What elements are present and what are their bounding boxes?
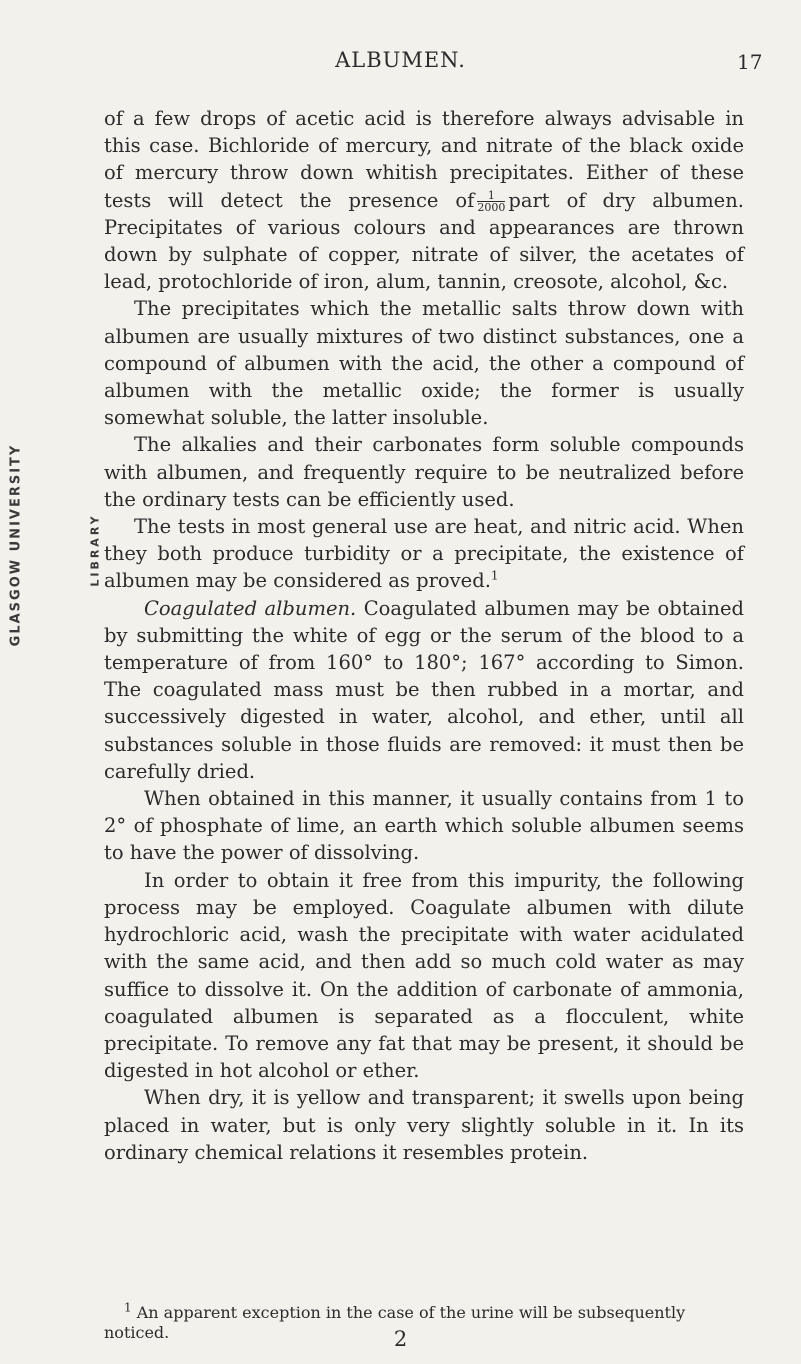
paragraph-6: When obtained in this manner, it usually contains from 1 to 2° of phosphate of lime, an earth which soluble albumen seems to have the power of dissolving.: [104, 787, 744, 865]
signature-mark: 2: [393, 1327, 408, 1351]
body-text: [104, 105, 744, 1166]
fraction-numerator: 1: [477, 190, 505, 202]
paragraph-7: In order to obtain it free from this impurity, the following process may be employed. Coagulate albumen with dilute hydrochloric acid, wash the precipitate with water acidulated with the same acid, and then add so much cold water as may suffice to dissolve it. On the addition of carbonate of ammonia, coagulated albumen is separated as a flocculent, white precipitate. To remove any fat that may be present, it should be digested in hot alcohol or ether.: [104, 868, 744, 1083]
footnote-reference: 1: [490, 568, 499, 583]
footnote-mark: 1: [124, 1300, 132, 1315]
stamp-inner-text: LIBRARY: [88, 513, 102, 587]
paragraph-1-pre: of a few drops of acetic acid is therefore always advisable in this case. Bichloride of mercury, and nitrate of the black oxide of mercury throw down whitish precipitates. Either of these tests will detect the presence of: [104, 107, 744, 212]
paragraph-1: [104, 105, 744, 295]
paragraph-5-text: Coagulated albumen may be obtained by submitting the white of egg or the serum of the blood to a temperature of from 160° to 180°; 167° according to Simon. The coagulated mass must be then rubbed in a mortar, and successively digested in water, alcohol, and ether, until all substances soluble in those fluids are removed: it must then be carefully dried.: [104, 596, 744, 783]
paragraph-4: [104, 513, 744, 595]
library-stamp-outer: [6, 395, 26, 695]
paragraph-1-post: part of dry albumen. Precipitates of various colours and appearances are thrown down by sulphate of copper, nitrate of silver, the acetates of lead, protochloride of iron, alum, tannin, creosote, alcohol, &c.: [104, 188, 744, 294]
paragraph-3: The alkalies and their carbonates form soluble compounds with albumen, and frequently require to be neutralized before the ordinary tests can be efficiently used.: [104, 433, 744, 511]
library-stamp-inner: [86, 505, 104, 595]
page-number: 17: [737, 50, 763, 74]
paragraph-8: When dry, it is yellow and transparent; it swells upon being placed in water, but is only very slightly soluble in it. In its ordinary chemical relations it resembles protein.: [104, 1086, 744, 1164]
paragraph-4-text: The tests in most general use are heat, and nitric acid. When they both produce turbidity or a precipitate, the existence of albumen may be considered as proved.: [104, 515, 744, 593]
fraction: [477, 190, 505, 213]
running-title: ALBUMEN.: [335, 48, 466, 72]
fraction-denominator: 2000: [477, 200, 506, 214]
paragraph-5: [104, 595, 744, 785]
footnote-text: An apparent exception in the case of the urine will be subsequently noticed.: [104, 1303, 686, 1342]
paragraph-2: The precipitates which the metallic salts throw down with albumen are usually mixtures of two distinct substances, one a compound of albumen with the acid, the other a compound of albumen with the metallic oxide; the former is usually somewhat soluble, the latter insoluble.: [104, 297, 744, 430]
section-heading-coagulated-albumen: Coagulated albumen.: [144, 596, 357, 620]
stamp-outer-text: GLASGOW UNIVERSITY: [8, 443, 24, 647]
